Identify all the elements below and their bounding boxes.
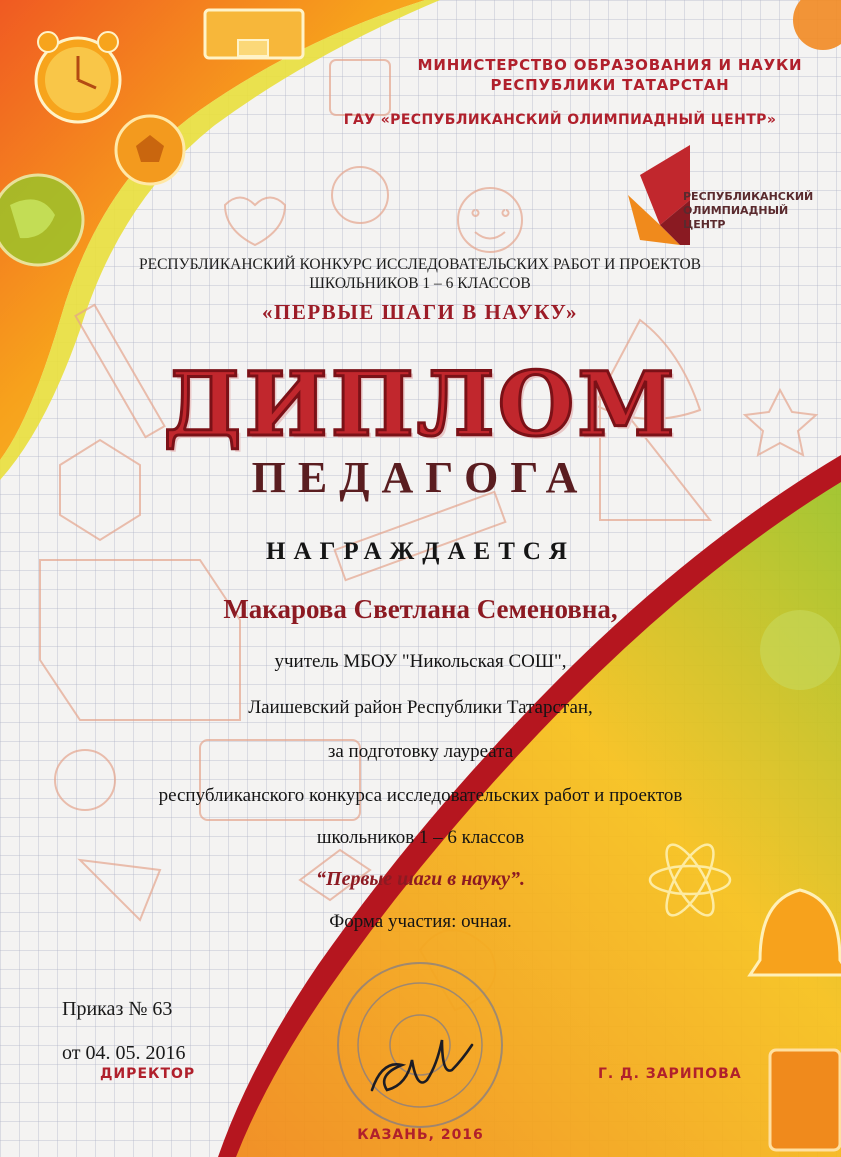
ministry-line-1: МИНИСТЕРСТВО ОБРАЗОВАНИЯ И НАУКИ [417,56,803,74]
organization-title: ГАУ «РЕСПУБЛИКАНСКИЙ ОЛИМПИАДНЫЙ ЦЕНТР» [343,112,777,128]
soccer-ball-icon [116,116,184,184]
olympiad-center-logo [628,145,690,245]
contest-line-1: РЕСПУБЛИКАНСКИЙ КОНКУРС ИССЛЕДОВАТЕЛЬСКИХ РАБОТ И ПРОЕКТОВ [139,256,701,273]
logo-line-1: РЕСПУБЛИКАНСКИЙ [683,190,814,203]
order-number: Приказ № 63 [62,998,173,1020]
city-year: КАЗАНЬ, 2016 [357,1127,484,1143]
award-line-4: республиканского конкурса исследовательских работ и проектов [158,785,683,806]
logo-line-2: ОЛИМПИАДНЫЙ [683,204,789,217]
director-label: ДИРЕКТОР [100,1066,196,1082]
director-name: Г. Д. ЗАРИПОВА [598,1066,742,1082]
contest-name: «ПЕРВЫЕ ШАГИ В НАУКУ» [262,300,578,324]
diploma-subheading: ПЕДАГОГА [251,453,590,502]
contest-title [20,255,820,293]
contest-line-2: ШКОЛЬНИКОВ 1 – 6 КЛАССОВ [309,275,531,292]
alarm-clock-icon [36,32,120,122]
globe-icon [0,175,83,265]
logo-line-3: ЦЕНТР [683,218,726,231]
briefcase-icon [205,10,303,58]
participation-form: Форма участия: очная. [329,911,512,932]
contest-quote: “Первые шаги в науку”. [316,868,525,890]
order-date: от 04. 05. 2016 [62,1042,186,1064]
ministry-title [380,55,840,95]
award-line-2: Лаишевский район Республики Татарстан, [248,697,593,718]
logo-caption [683,190,823,232]
awarded-label: НАГРАЖДАЕТСЯ [266,538,575,565]
recipient-name: Макарова Светлана Семеновна, [223,594,618,624]
diploma-heading: ДИПЛОМ [163,352,678,456]
award-line-3: за подготовку лауреата [327,741,514,762]
award-line-1: учитель МБОУ "Никольская СОШ", [274,651,567,672]
ministry-line-2: РЕСПУБЛИКИ ТАТАРСТАН [490,76,730,94]
award-line-5: школьников 1 – 6 классов [316,827,525,848]
